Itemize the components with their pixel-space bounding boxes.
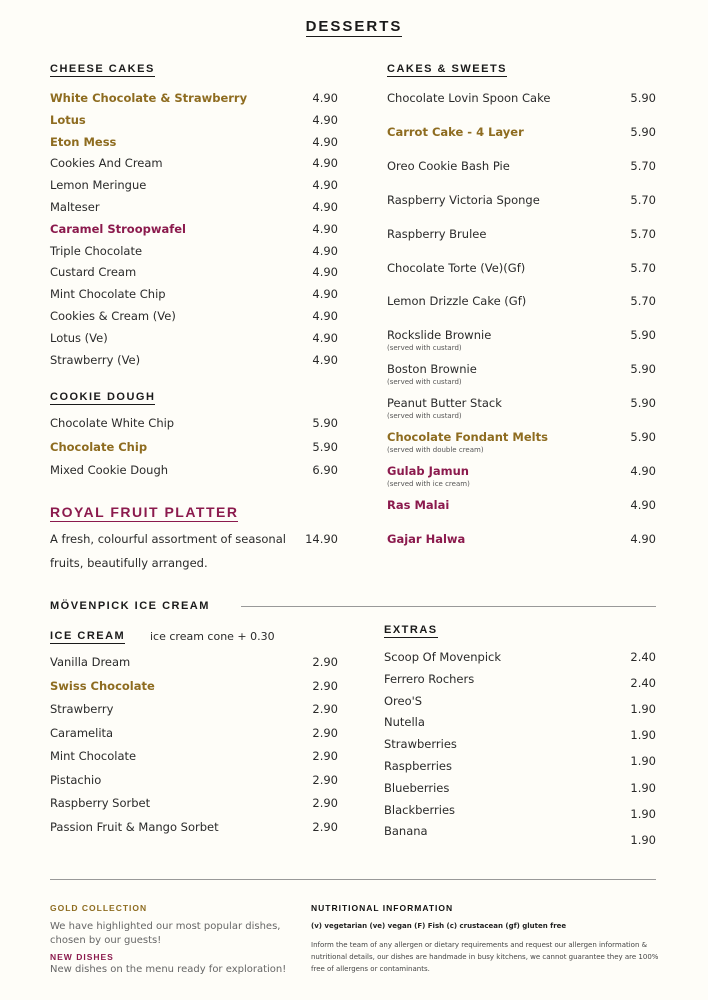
item-price: 4.90 (312, 287, 338, 302)
extra-name: Ferrero Rochers (384, 671, 475, 686)
item-note: (served with custard) (387, 412, 462, 421)
extra-price: 1.90 (630, 806, 656, 821)
item-price: 4.90 (312, 178, 338, 193)
heading-text: ICE CREAM (50, 630, 126, 642)
item-price: 4.90 (312, 91, 338, 105)
item-name: Strawberry (50, 702, 114, 716)
item-price: 4.90 (630, 463, 656, 478)
item-note: (served with ice cream) (387, 479, 470, 488)
extras-heading (384, 624, 438, 636)
ice-cream-heading (50, 630, 125, 642)
extra-name: Oreo'S (384, 693, 423, 708)
royal-description-line2: fruits, beautifully arranged. (50, 556, 208, 570)
item-price: 5.70 (630, 192, 656, 207)
divider (241, 606, 656, 607)
item-name: Ras Malai (387, 497, 450, 512)
page-title (0, 18, 708, 35)
item-price: 2.90 (312, 702, 338, 716)
item-price: 4.90 (312, 112, 338, 127)
royal-description-line1: A fresh, colourful assortment of seasonal (50, 532, 286, 546)
gold-collection-heading: GOLD COLLECTION (50, 903, 148, 913)
item-price: 2.90 (312, 678, 338, 693)
item-name: Chocolate Lovin Spoon Cake (387, 91, 551, 105)
item-name: Swiss Chocolate (50, 678, 155, 693)
item-name: Triple Chocolate (50, 243, 143, 258)
item-name: Gajar Halwa (387, 531, 466, 546)
extra-price: 2.40 (630, 650, 656, 664)
item-name: Rockslide Brownie (387, 328, 492, 343)
dietary-key: (v) vegetarian (ve) vegan (F) Fish (c) crustacean (gf) gluten free (311, 922, 567, 930)
cheese-cakes-heading (50, 63, 155, 75)
item-name: Carrot Cake - 4 Layer (387, 124, 524, 139)
item-name: Pistachio (50, 772, 102, 787)
item-price: 4.90 (312, 330, 338, 345)
item-name: Cookies & Cream (Ve) (50, 309, 176, 323)
extra-name: Blueberries (384, 780, 450, 795)
extra-name: Scoop Of Movenpick (384, 650, 502, 664)
item-price: 5.70 (630, 158, 656, 173)
item-price: 4.90 (312, 243, 338, 258)
item-name: Raspberry Sorbet (50, 796, 151, 810)
extra-name: Blackberries (384, 802, 456, 817)
new-dishes-text: New dishes on the menu ready for exploration! (50, 964, 287, 975)
royal-price: 14.90 (305, 532, 338, 546)
item-price: 5.90 (630, 430, 656, 444)
page-title-text: DESSERTS (305, 18, 403, 35)
item-name: Lemon Drizzle Cake (Gf) (387, 294, 527, 309)
item-price: 6.90 (312, 463, 338, 477)
item-name: Chocolate Chip (50, 439, 148, 454)
item-name: Boston Brownie (387, 362, 477, 377)
gold-collection-text: We have highlighted our most popular dishes, chosen by our guests! (50, 921, 281, 946)
royal-fruit-platter-heading (50, 504, 238, 520)
extra-price: 1.90 (630, 728, 656, 743)
item-name: Caramelita (50, 725, 114, 740)
extra-price: 1.90 (630, 702, 656, 717)
item-name: White Chocolate & Strawberry (50, 91, 248, 105)
item-name: Raspberry Victoria Sponge (387, 192, 540, 207)
movenpick-heading: MÖVENPICK ICE CREAM (50, 600, 210, 612)
extra-price: 2.40 (630, 676, 656, 691)
item-price: 2.90 (312, 749, 338, 763)
item-price: 4.90 (312, 352, 338, 367)
item-note: (served with custard) (387, 378, 462, 387)
nutritional-info-heading: NUTRITIONAL INFORMATION (311, 903, 454, 913)
item-name: Oreo Cookie Bash Pie (387, 158, 510, 173)
item-price: 5.90 (630, 396, 656, 411)
item-price: 5.90 (630, 124, 656, 139)
extra-name: Banana (384, 824, 428, 839)
item-name: Mint Chocolate (50, 749, 137, 763)
extra-name: Nutella (384, 715, 425, 730)
item-price: 4.90 (630, 531, 656, 546)
heading-text: COOKIE DOUGH (50, 391, 156, 403)
item-price: 4.90 (312, 134, 338, 149)
item-name: Chocolate Fondant Melts (387, 430, 548, 444)
item-name: Lotus (50, 112, 86, 127)
item-price: 2.90 (312, 655, 338, 669)
item-price: 5.90 (312, 416, 338, 430)
item-price: 4.90 (312, 265, 338, 280)
item-name: Lotus (Ve) (50, 330, 108, 345)
heading-text: CAKES & SWEETS (387, 63, 508, 75)
item-name: Chocolate White Chip (50, 416, 175, 430)
ice-cream-cone-note: ice cream cone + 0.30 (150, 630, 275, 643)
item-name: Lemon Meringue (50, 178, 147, 193)
item-name: Passion Fruit & Mango Sorbet (50, 819, 219, 834)
item-name: Mixed Cookie Dough (50, 463, 169, 477)
item-price: 4.90 (312, 200, 338, 214)
extra-price: 1.90 (630, 780, 656, 795)
item-price: 2.90 (312, 772, 338, 787)
item-price: 2.90 (312, 796, 338, 810)
item-price: 5.70 (630, 226, 656, 241)
item-name: Vanilla Dream (50, 655, 131, 669)
item-name: Cookies And Cream (50, 156, 163, 171)
item-name: Mint Chocolate Chip (50, 287, 166, 302)
item-price: 4.90 (312, 156, 338, 171)
item-name: Raspberry Brulee (387, 226, 487, 241)
item-name: Gulab Jamun (387, 463, 469, 478)
item-price: 4.90 (312, 309, 338, 323)
item-price: 2.90 (312, 725, 338, 740)
item-note: (served with custard) (387, 344, 462, 353)
item-price: 5.90 (630, 91, 656, 105)
item-name: Caramel Stroopwafel (50, 221, 186, 236)
item-price: 5.90 (630, 328, 656, 343)
item-name: Chocolate Torte (Ve)(Gf) (387, 260, 526, 275)
item-note: (served with double cream) (387, 446, 484, 454)
item-name: Custard Cream (50, 265, 137, 280)
item-name: Peanut Butter Stack (387, 396, 502, 411)
item-name: Eton Mess (50, 134, 117, 149)
heading-text: EXTRAS (384, 624, 438, 636)
item-price: 5.70 (630, 260, 656, 275)
allergen-notice: Inform the team of any allergen or dietary requirements and request our allergen information & nutritional details, our dishes are handmade in busy kitchens, we cannot guarantee they are 100% free of allergens or contaminants. (311, 941, 659, 973)
item-price: 2.90 (312, 819, 338, 834)
item-price: 4.90 (312, 221, 338, 236)
new-dishes-heading: NEW DISHES (50, 952, 114, 962)
item-name: Strawberry (Ve) (50, 352, 141, 367)
extra-price: 1.90 (630, 832, 656, 847)
item-price: 5.90 (312, 439, 338, 454)
footer-divider (50, 879, 656, 880)
item-price: 5.70 (630, 294, 656, 309)
cookie-dough-heading (50, 391, 155, 403)
extra-name: Strawberries (384, 737, 457, 752)
item-price: 4.90 (630, 497, 656, 512)
heading-text: CHEESE CAKES (50, 63, 155, 75)
extra-name: Raspberries (384, 759, 452, 773)
heading-text: ROYAL FRUIT PLATTER (50, 504, 239, 520)
item-price: 5.90 (630, 362, 656, 377)
extra-price: 1.90 (630, 754, 656, 769)
item-name: Malteser (50, 200, 100, 214)
cakes-heading (387, 63, 507, 75)
